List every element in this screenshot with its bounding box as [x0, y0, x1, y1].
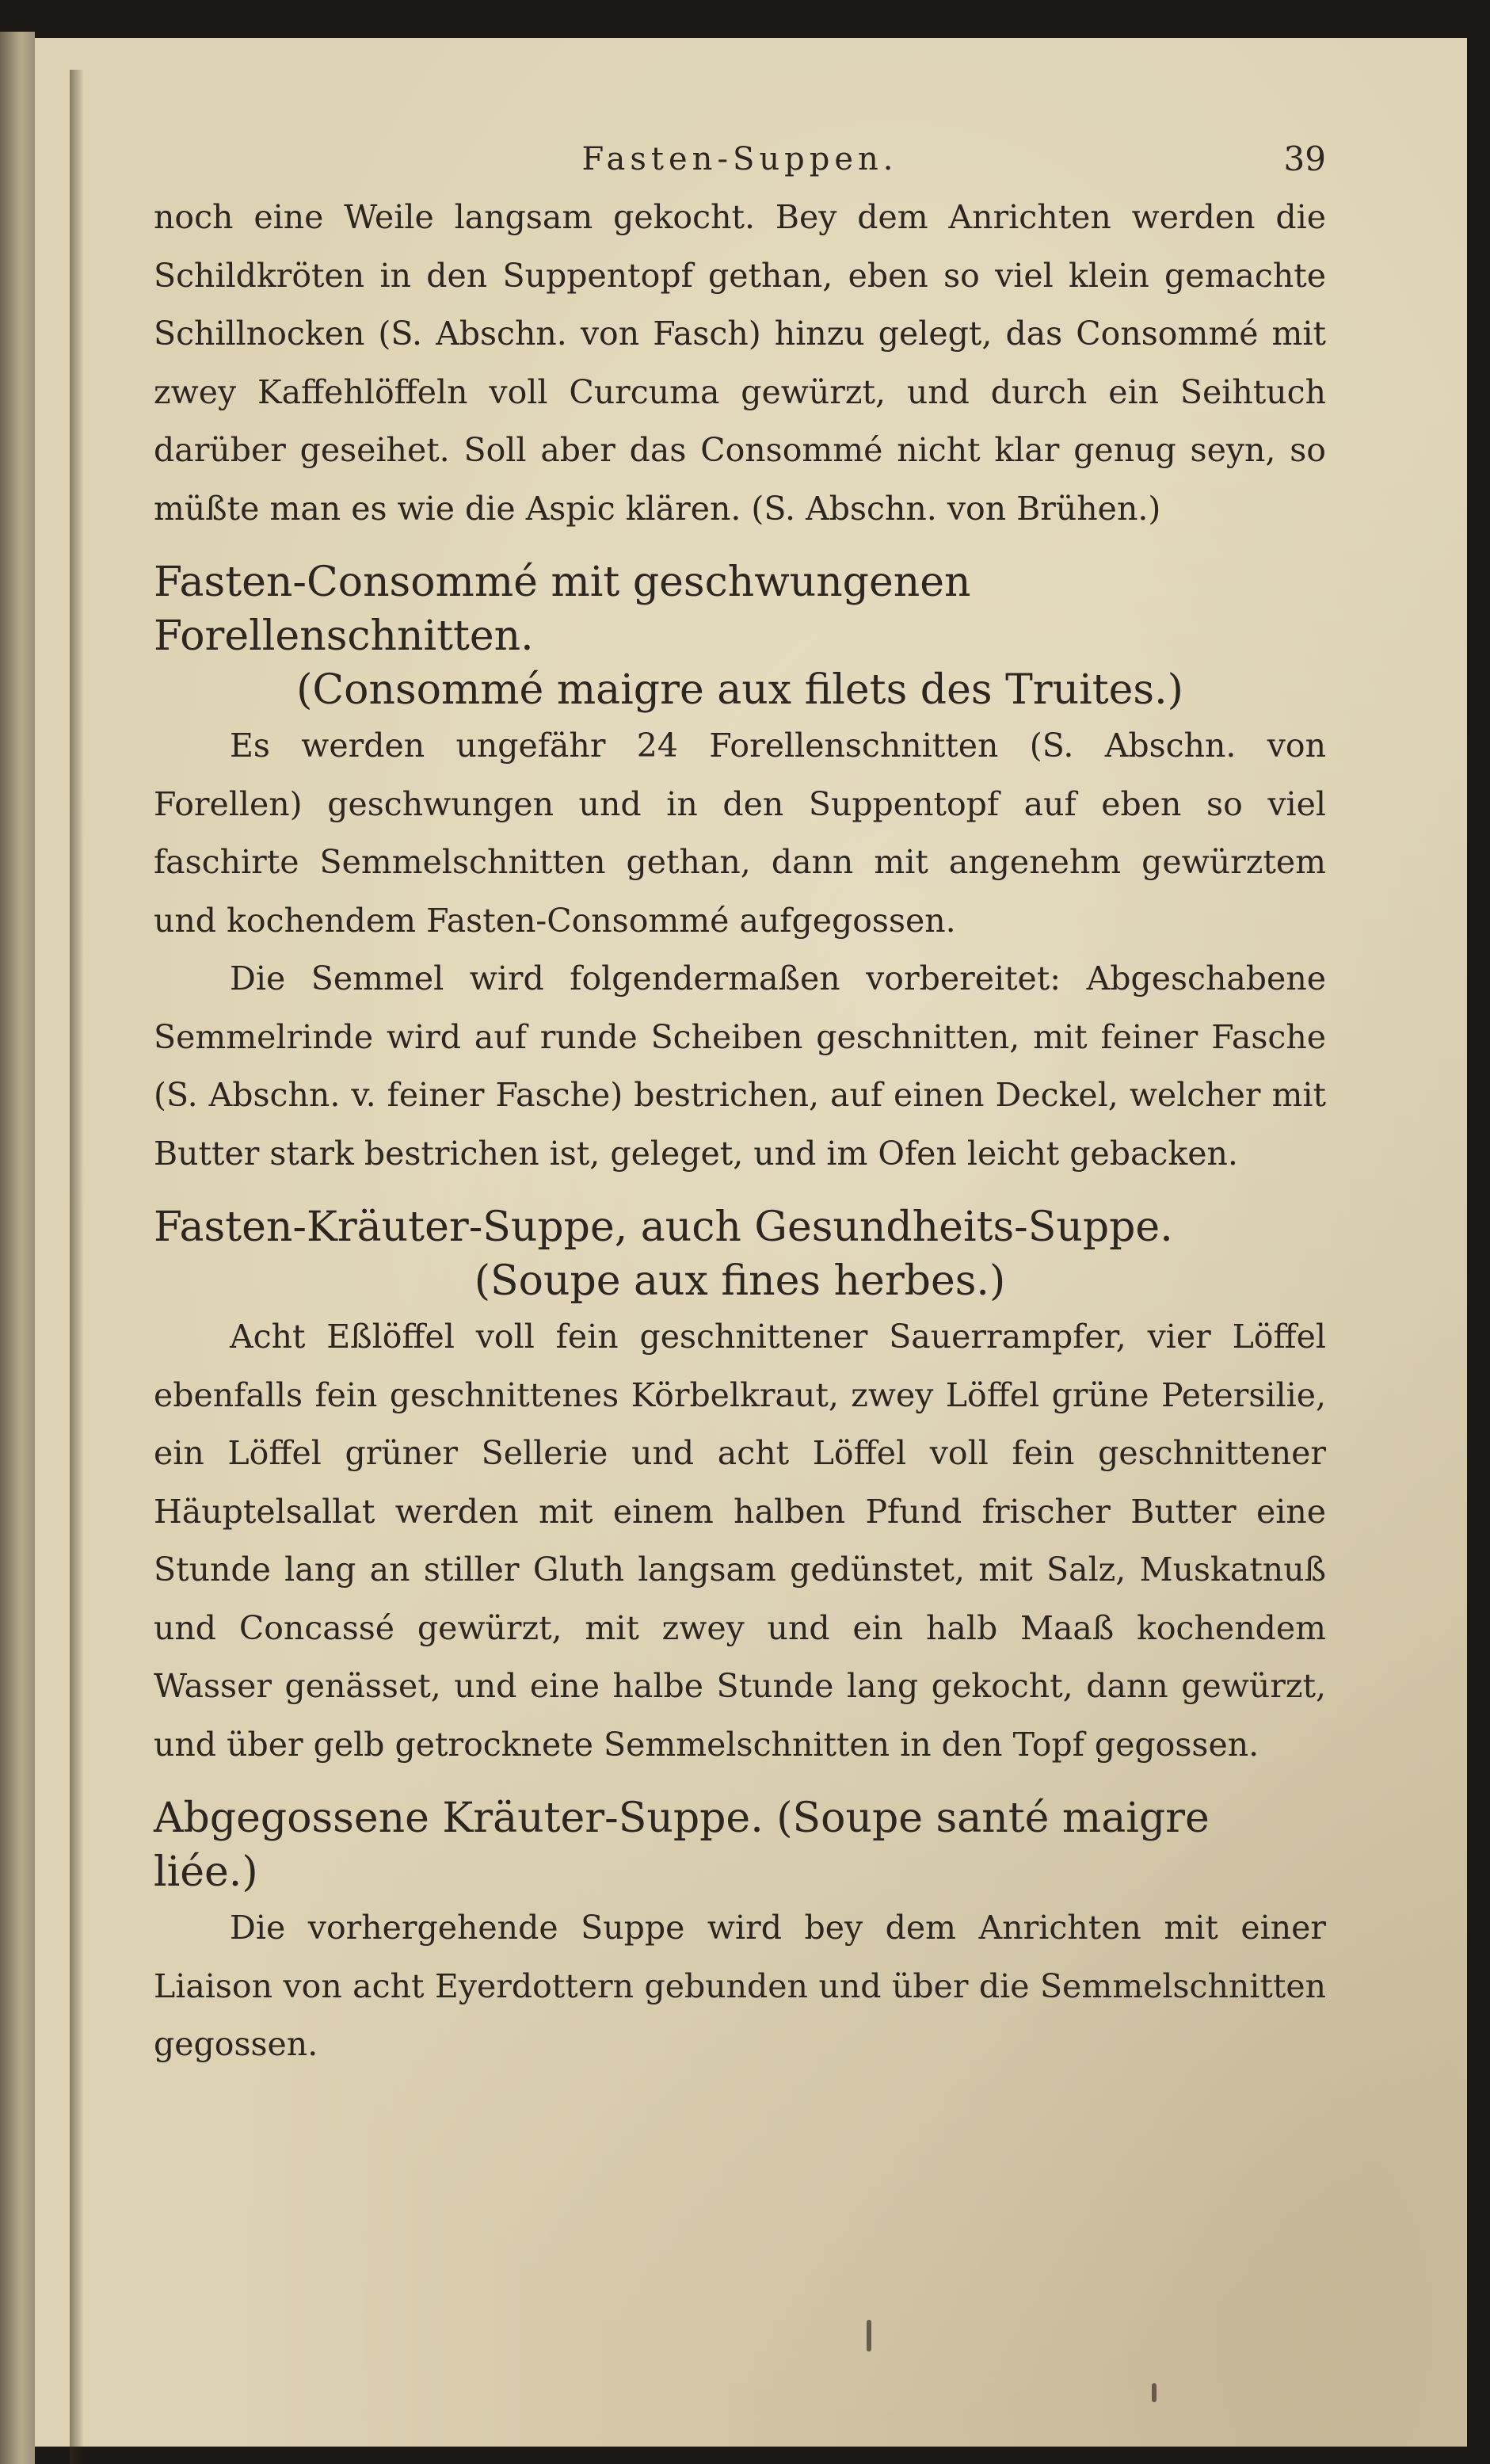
recipe-paragraph: Acht Eßlöffel voll fein geschnittener Sauerrampfer, vier Löffel ebenfalls fein geschnittenes Körbelkraut, zwey Löffel grüne Petersilie, ein Löffel grüner Sellerie und acht Löffel voll fein geschnittener Häuptelsallat werden mit einem halben Pfund frischer Butter eine Stunde lang an stiller Gluth langsam gedünstet, mit Salz, Muskatnuß und Concassé gewürzt, mit zwey und ein halb Maaß kochendem Wasser genässet, und eine halbe Stunde lang gekocht, dann gewürzt, und über gelb getrocknete Semmelschnitten in den Topf gegossen.: [154, 1318, 1326, 1764]
recipe-subtitle: (Soupe aux fines herbes.): [474, 1257, 1006, 1305]
recipe-paragraph: Die Semmel wird folgendermaßen vorbereitet: Abgeschabene Semmelrinde wird auf runde Scheiben geschnitten, mit feiner Fasche (S. Abschn. v. feiner Fasche) bestrichen, auf einen Deckel, welcher mit Butter stark bestrichen ist, geleget, und im Ofen leicht gebacken.: [154, 959, 1326, 1173]
page-sheet: [35, 38, 1467, 2447]
recipe-fasten-consomme: [154, 555, 1326, 1183]
adjacent-page-edge: [0, 32, 35, 2464]
recipe-abgegossene-kraeuter-suppe: [154, 1791, 1326, 2074]
recipe-heading: [154, 1791, 1326, 1899]
spine-shadow: [70, 70, 84, 2464]
page-text: [154, 117, 1326, 2074]
running-title: Fasten-Suppen.: [581, 141, 898, 177]
intro-paragraph: noch eine Weile langsam gekocht. Bey dem Anrichten werden die Schildkröten in den Suppentopf gethan, eben so viel klein gemachte Schillnocken (S. Abschn. von Fasch) hinzu gelegt, das Consommé mit zwey Kaffehlöffeln voll Curcuma gewürzt, und durch ein Seihtuch darüber geseihet. Soll aber das Consommé nicht klar genug seyn, so müßte man es wie die Aspic klären. (S. Abschn. von Brühen.): [154, 198, 1326, 528]
recipe-title: Fasten-Kräuter-Suppe, auch Gesundheits-Suppe.: [154, 1203, 1173, 1251]
recipe-kraeuter-suppe: [154, 1200, 1326, 1774]
page-number: 39: [1283, 139, 1326, 178]
stray-ink-mark: [1152, 2383, 1157, 2402]
recipe-paragraph: Es werden ungefähr 24 Forellenschnitten (S. Abschn. von Forellen) geschwungen und in den Suppentopf auf eben so viel faschirte Semmelschnitten gethan, dann mit angenehm gewürztem und kochendem Fasten-Consommé aufgegossen.: [154, 727, 1326, 940]
recipe-title: Abgegossene Kräuter-Suppe. (Soupe santé maigre liée.): [154, 1795, 1210, 1896]
recipe-title: Fasten-Consommé mit geschwungenen Forellenschnitten.: [154, 559, 971, 660]
running-head: [154, 117, 1326, 189]
stray-ink-mark: [867, 2320, 871, 2351]
recipe-heading: [154, 555, 1326, 717]
recipe-heading: [154, 1200, 1326, 1308]
recipe-subtitle: (Consommé maigre aux filets des Truites.): [296, 666, 1183, 714]
recipe-paragraph: Die vorhergehende Suppe wird bey dem Anrichten mit einer Liaison von acht Eyerdottern gebunden und über die Semmelschnitten gegossen.: [154, 1909, 1326, 2063]
